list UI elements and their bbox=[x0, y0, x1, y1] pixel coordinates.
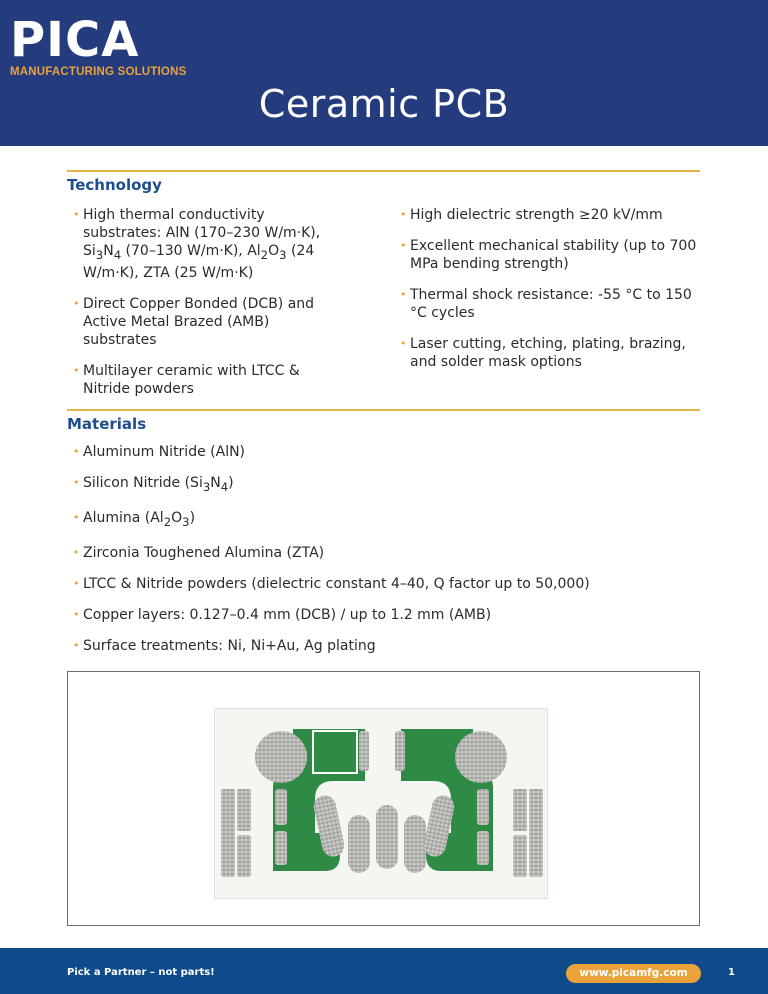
technology-item: • Thermal shock resistance: -55 °C to 150 °C cycles bbox=[400, 286, 710, 322]
ceramic-pcb-board bbox=[214, 708, 548, 899]
company-logo bbox=[10, 12, 187, 78]
section-divider bbox=[67, 170, 700, 172]
page-footer bbox=[0, 948, 768, 994]
product-photo bbox=[67, 671, 700, 926]
logo-wordmark: PICA bbox=[10, 12, 140, 68]
technology-item: • High dielectric strength ≥20 kV/mm bbox=[400, 206, 710, 224]
material-item: • Copper layers: 0.127–0.4 mm (DCB) / up to 1.2 mm (AMB) bbox=[73, 606, 693, 624]
materials-list bbox=[73, 443, 693, 668]
technology-item: • Excellent mechanical stability (up to 700 MPa bending strength) bbox=[400, 237, 710, 273]
technology-item: • High thermal conductivity substrates: AlN (170–230 W/m·K), $Si_3N_4$ (70–130 W/m·K), $Al_2O_3$ (24 W/m·K), ZTA (25 W/m·K) bbox=[73, 206, 341, 282]
material-item: • Surface treatments: Ni, Ni+Au, Ag plating bbox=[73, 637, 693, 655]
technology-item: • Laser cutting, etching, plating, brazing, and solder mask options bbox=[400, 335, 710, 371]
page-number: 1 bbox=[728, 967, 735, 978]
footer-tagline: Pick a Partner – not parts! bbox=[67, 967, 215, 978]
website-link[interactable]: www.picamfg.com bbox=[566, 964, 701, 983]
materials-heading: Materials bbox=[67, 415, 147, 433]
section-divider bbox=[67, 409, 700, 411]
technology-list-left bbox=[73, 206, 341, 411]
material-item: • LTCC & Nitride powders (dielectric constant 4–40, Q factor up to 50,000) bbox=[73, 575, 693, 593]
material-item: • Alumina $(Al_2O_3)$ bbox=[73, 509, 693, 531]
ceramic-pcb-illustration bbox=[215, 709, 549, 900]
technology-list-right bbox=[400, 206, 710, 384]
page-title: Ceramic PCB bbox=[258, 82, 510, 126]
technology-heading: Technology bbox=[67, 176, 162, 194]
technology-item: • Multilayer ceramic with LTCC & Nitride powders bbox=[73, 362, 341, 398]
material-item: • Zirconia Toughened Alumina (ZTA) bbox=[73, 544, 693, 562]
page-header bbox=[0, 0, 768, 146]
logo-tagline: MANUFACTURING SOLUTIONS bbox=[10, 66, 187, 78]
material-item: • Silicon Nitride $(Si_3N_4)$ bbox=[73, 474, 693, 496]
technology-item: • Direct Copper Bonded (DCB) and Active Metal Brazed (AMB) substrates bbox=[73, 295, 341, 349]
material-item: • Aluminum Nitride (AlN) bbox=[73, 443, 693, 461]
